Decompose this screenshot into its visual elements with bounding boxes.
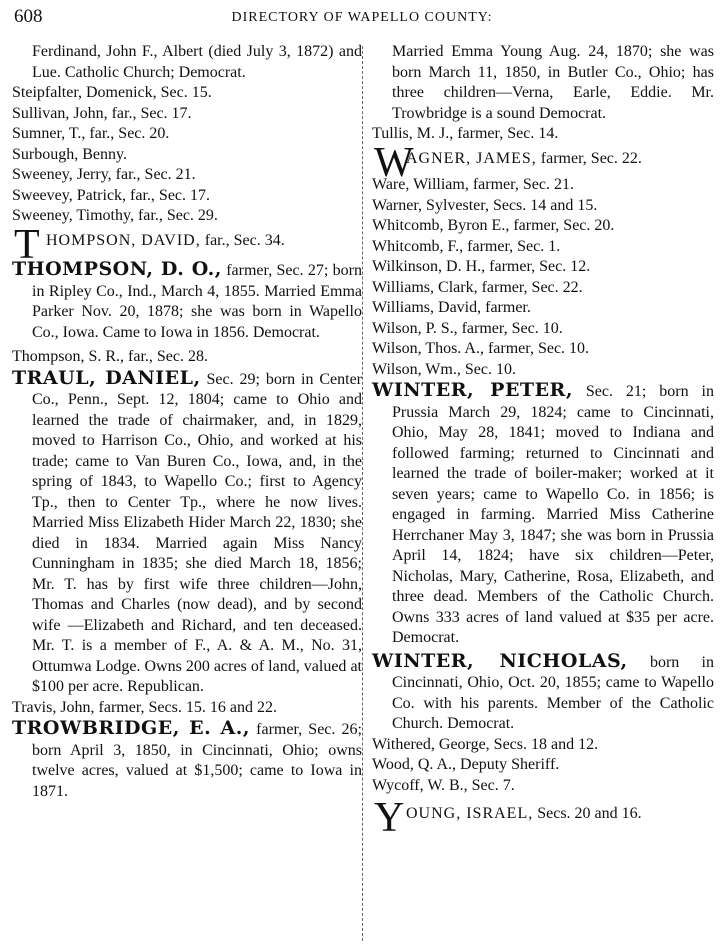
directory-entry: Whitcomb, Byron E., farmer, Sec. 20.	[372, 217, 615, 234]
drop-cap-letter: T	[14, 221, 40, 268]
directory-entry: Wood, Q. A., Deputy Sheriff.	[372, 756, 560, 773]
directory-entry-continued: Married Emma Young Aug. 24, 1870; she was born March 11, 1850, in Butler Co., Ohio; has three children—Verna, Earle, Eddie. Mr. Trowbridge is a sound Democrat.	[392, 43, 714, 122]
directory-entry: Williams, Clark, farmer, Sec. 22.	[372, 278, 583, 296]
directory-entry: Sumner, T., far., Sec. 20.	[12, 125, 170, 142]
entry-name: THOMPSON, D. O.,	[12, 258, 222, 280]
directory-entry: Warner, Sylvester, Secs. 14 and 15.	[372, 196, 598, 214]
directory-entry: Wilson, Wm., Sec. 10.	[372, 360, 516, 378]
directory-entry: Sweevey, Patrick, far., Sec. 17.	[12, 186, 211, 204]
entry-text: Sec. 21; born in Prussia March 29, 1824; came to Cincinnati, Ohio, May 28, 1841; moved to Indiana and followed farming; returned to Cincinnati and learned the trade of boiler-maker; worked at it seven years; came to Wapello Co. in 1856; is engaged in farming. Married Miss Catherine Herrchaner May 3, 1847; she was born in Prussia April 14, 1824; have six children—Peter, Nicholas, Mary, Catherine, Rosa, Elizabeth, and three dead. Members of the Catholic Church. Owns 333 acres of land valued at $35 per acre. Democrat.	[392, 383, 715, 646]
entry-name: WINTER, PETER,	[372, 379, 573, 401]
entry-name: AGNER, JAMES,	[406, 149, 537, 167]
directory-entry-section-start	[372, 795, 714, 841]
directory-entry: Tullis, M. J., farmer, Sec. 14.	[372, 125, 559, 142]
directory-entry: Wilson, Thos. A., farmer, Sec. 10.	[372, 340, 590, 357]
entry-text: born in Cincinnati, Ohio, Oct. 20, 1855; came to Wapello Co. with his parents. Member of the Catholic Church. Democrat.	[392, 653, 714, 732]
entry-text: farmer, Sec. 22.	[536, 149, 642, 167]
directory-entry-continued: Ferdinand, John F., Albert (died July 3, 1872) and Lue. Catholic Church; Democrat.	[32, 43, 362, 81]
biography-entry	[12, 718, 362, 802]
biography-entry	[12, 259, 362, 343]
directory-entry: Sweeney, Timothy, far., Sec. 29.	[12, 207, 218, 224]
entry-name: OUNG, ISRAEL,	[406, 805, 534, 822]
biography-entry	[372, 651, 714, 735]
column-divider	[362, 46, 363, 941]
directory-entry: Withered, George, Secs. 18 and 12.	[372, 735, 599, 753]
directory-entry: Thompson, S. R., far., Sec. 28.	[12, 348, 208, 365]
entry-name: HOMPSON, DAVID,	[46, 231, 201, 249]
right-column	[372, 42, 715, 841]
entry-text: far., Sec. 34.	[200, 231, 285, 249]
directory-entry: Sweeney, Jerry, far., Sec. 21.	[12, 166, 196, 183]
left-column	[12, 42, 362, 802]
directory-entry: Steipfalter, Domenick, Sec. 15.	[12, 84, 212, 101]
directory-entry: Wilkinson, D. H., farmer, Sec. 12.	[372, 258, 591, 275]
directory-entry: Ware, William, farmer, Sec. 21.	[372, 176, 574, 193]
entry-name: TROWBRIDGE, E. A.,	[12, 717, 250, 739]
directory-entry: Surbough, Benny.	[12, 145, 127, 163]
drop-cap-letter: Y	[374, 795, 405, 841]
entry-name: TRAUL, DANIEL,	[12, 366, 201, 389]
directory-entry: Whitcomb, F., farmer, Sec. 1.	[372, 237, 561, 255]
running-head: DIRECTORY OF WAPELLO COUNTY:	[231, 10, 493, 25]
entry-text: farmer, Sec. 26; born April 3, 1850, in Cincinnati, Ohio; owns twelve acres, valued at $1,500; came to Iowa in 1871.	[32, 721, 363, 800]
entry-name: WINTER, NICHOLAS,	[372, 649, 628, 672]
page-number: 608	[14, 6, 43, 27]
page-header	[14, 4, 710, 32]
directory-entry: Williams, David, farmer.	[372, 299, 531, 316]
directory-entry: Sullivan, John, far., Sec. 17.	[12, 104, 192, 122]
entry-text: Secs. 20 and 16.	[533, 805, 642, 822]
directory-entry: Travis, John, farmer, Secs. 15. 16 and 22.	[12, 698, 277, 716]
biography-entry	[372, 380, 714, 649]
biography-entry	[12, 368, 362, 698]
entry-text: Sec. 29; born in Center Co., Penn., Sept. 12, 1804; came to Ohio and learned the trade of chairmaker, and, in 1829, moved to Harrison Co., Ohio, and worked at his trade; came to Van Buren Co., Iowa, and, in the spring of 1843, to Wapello Co.; first to Agency Tp., then to Center Tp., where he now lives. Married Miss Elizabeth Hider March 22, 1830; she died in 1834. Married again Miss Nancy Cunningham in 1835; she died March 18, 1856; Mr. T. has by first wife three children—John, Thomas and Charles (now dead), and by second wife —Elizabeth and Richard, and ten deceased. Mr. T. is a member of F., A. & A. M., No. 31, Ottumwa Lodge. Owns 200 acres of land, valued at $100 per acre. Republican.	[32, 370, 362, 695]
entry-text: farmer, Sec. 27; born in Ripley Co., Ind., March 4, 1855. Married Emma Parker Nov. 20, 1878; she was born in Wapello Co., Iowa. Came to Iowa in 1856. Democrat.	[32, 262, 362, 341]
directory-entry: Wycoff, W. B., Sec. 7.	[372, 776, 515, 794]
directory-entry-section-start	[12, 221, 362, 268]
directory-entry: Wilson, P. S., farmer, Sec. 10.	[372, 319, 563, 337]
drop-cap-letter: W	[374, 139, 414, 186]
